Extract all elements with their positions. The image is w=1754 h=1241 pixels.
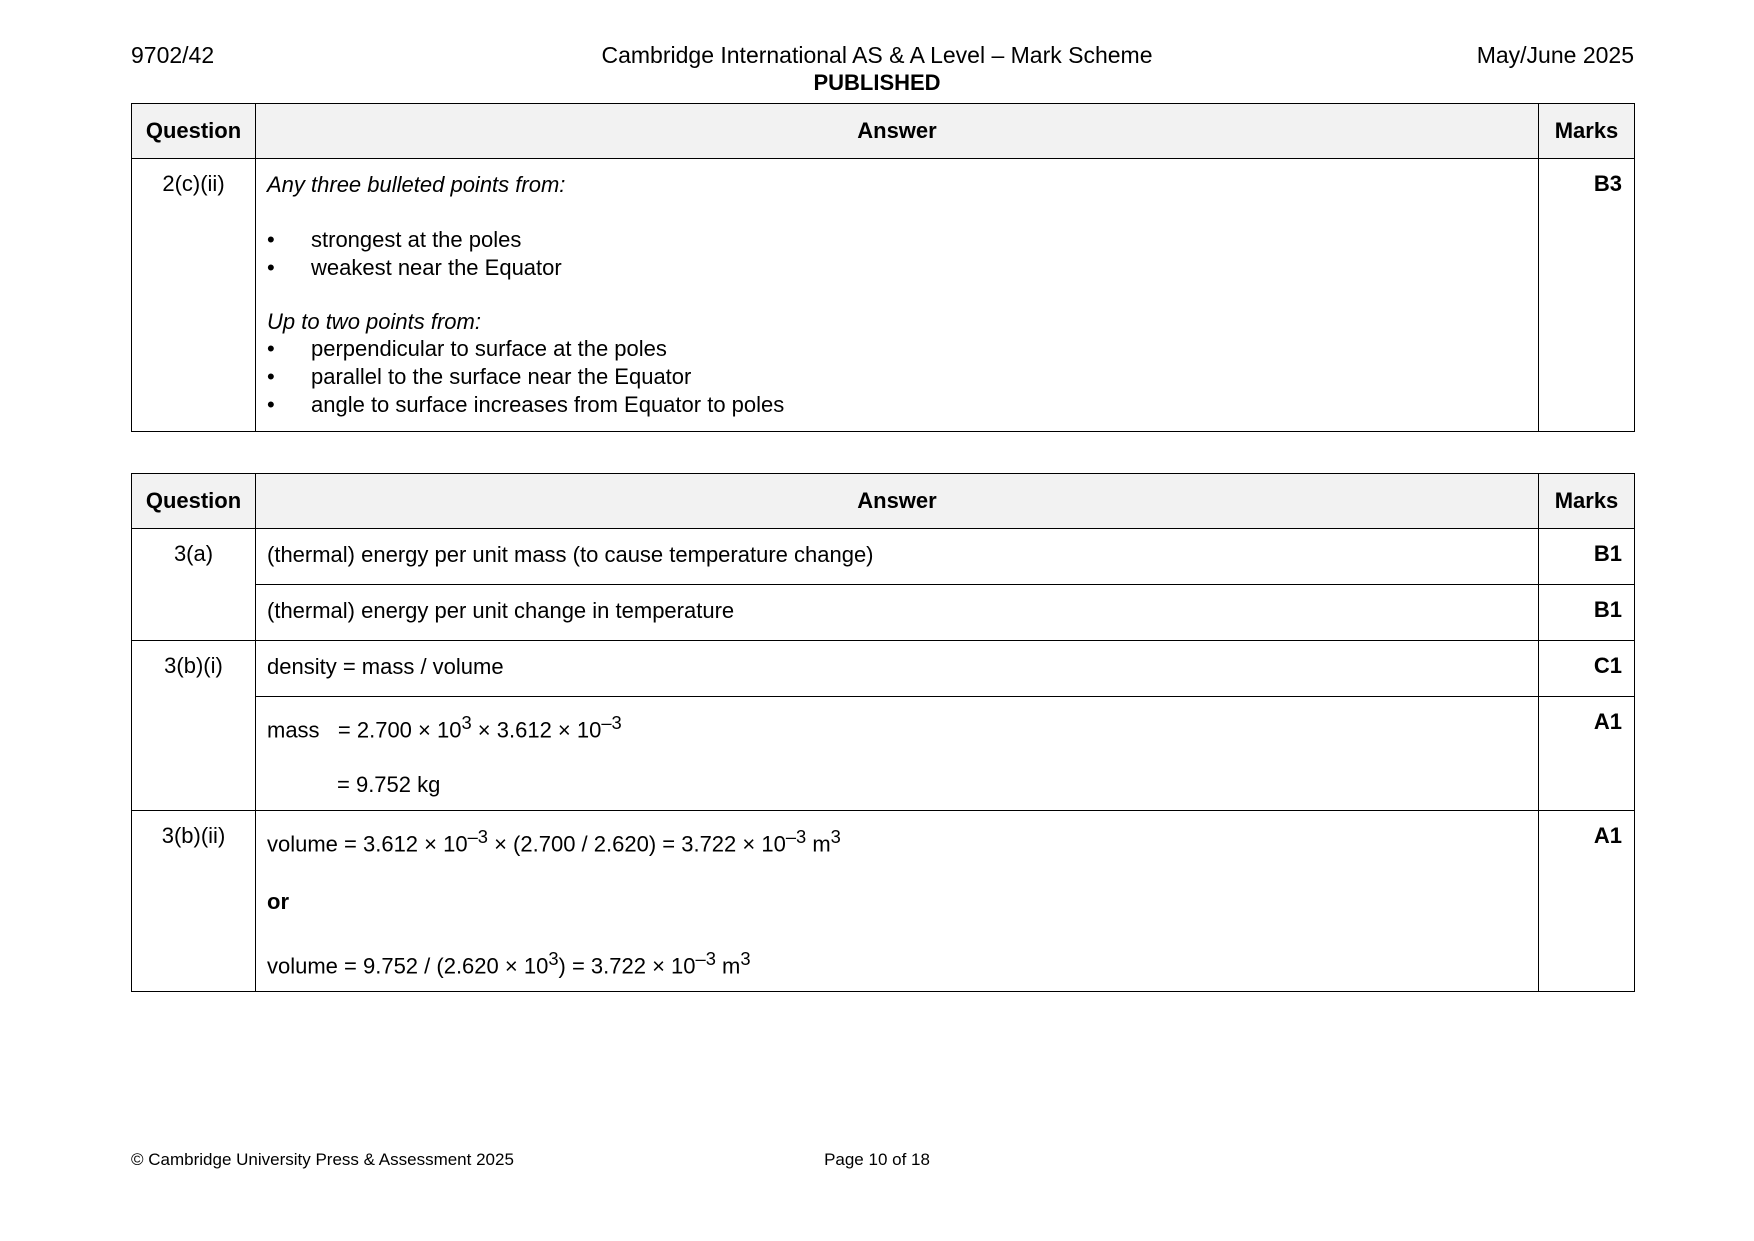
table-row bbox=[132, 159, 1635, 432]
mark-scheme-table-q2 bbox=[131, 103, 1635, 432]
volume-equation: volume = $3.612 \times 10^{-3} \times (2.700 / 2.620) = 3.722 \times 10^{-3}$ $m^3$ bbox=[267, 826, 841, 857]
marks-cell: B1 bbox=[1539, 529, 1635, 585]
marks-cell: B3 bbox=[1539, 159, 1635, 432]
table-row bbox=[132, 697, 1635, 811]
answer-instruction: Up to two points from: bbox=[267, 309, 481, 334]
volume-equation: volume = $9.752 / (2.620 \times 10^3) = 3.722 \times 10^{-3}$ $m^3$ bbox=[267, 947, 751, 978]
question-column-header: Question bbox=[132, 104, 256, 159]
mark-scheme-table-q3 bbox=[131, 473, 1635, 992]
mass-result: = 9.752 kg bbox=[337, 772, 441, 798]
marks-cell: C1 bbox=[1539, 641, 1635, 697]
marks-cell: B1 bbox=[1539, 585, 1635, 641]
table-row bbox=[132, 585, 1635, 641]
answer-column-header: Answer bbox=[256, 104, 1539, 159]
marks-column-header: Marks bbox=[1539, 104, 1635, 159]
answer-cell: density = mass / volume bbox=[256, 641, 1539, 697]
bullet-item: • parallel to the surface near the Equator bbox=[267, 364, 692, 389]
bullet-item: • strongest at the poles bbox=[267, 227, 522, 252]
mass-equation: mass = $2.700 \times 10^3 \times 3.612 \times 10^{-3}$ bbox=[267, 712, 622, 743]
bullet-item: • perpendicular to surface at the poles bbox=[267, 336, 667, 361]
exam-session: May/June 2025 bbox=[1476, 42, 1634, 68]
bullet-item: • weakest near the Equator bbox=[267, 255, 562, 280]
question-number: 3(b)(i) bbox=[132, 641, 256, 811]
answer-cell bbox=[256, 159, 1539, 432]
or-separator: or bbox=[267, 888, 289, 914]
table-row bbox=[132, 529, 1635, 585]
table-row bbox=[132, 641, 1635, 697]
answer-column-header: Answer bbox=[256, 474, 1539, 529]
paper-code: 9702/42 bbox=[131, 42, 215, 68]
question-number: 3(a) bbox=[132, 529, 256, 641]
answer-cell bbox=[256, 811, 1539, 992]
question-column-header: Question bbox=[132, 474, 256, 529]
bullet-item: • angle to surface increases from Equator to poles bbox=[267, 392, 785, 417]
copyright-notice: © Cambridge University Press & Assessment 2025 bbox=[131, 1150, 514, 1169]
published-label: PUBLISHED bbox=[813, 70, 941, 95]
table-header-row bbox=[132, 474, 1635, 529]
table-header-row bbox=[132, 104, 1635, 159]
page-number: Page 10 of 18 bbox=[824, 1150, 930, 1169]
answer-cell: (thermal) energy per unit mass (to cause temperature change) bbox=[256, 529, 1539, 585]
marks-column-header: Marks bbox=[1539, 474, 1635, 529]
marks-cell: A1 bbox=[1539, 811, 1635, 992]
answer-cell bbox=[256, 697, 1539, 811]
document-title: Cambridge International AS & A Level – Mark Scheme bbox=[601, 42, 1153, 68]
question-number: 2(c)(ii) bbox=[132, 159, 256, 432]
table-row bbox=[132, 811, 1635, 992]
answer-cell: (thermal) energy per unit change in temperature bbox=[256, 585, 1539, 641]
marks-cell: A1 bbox=[1539, 697, 1635, 811]
answer-instruction: Any three bulleted points from: bbox=[267, 172, 566, 197]
question-number: 3(b)(ii) bbox=[132, 811, 256, 992]
